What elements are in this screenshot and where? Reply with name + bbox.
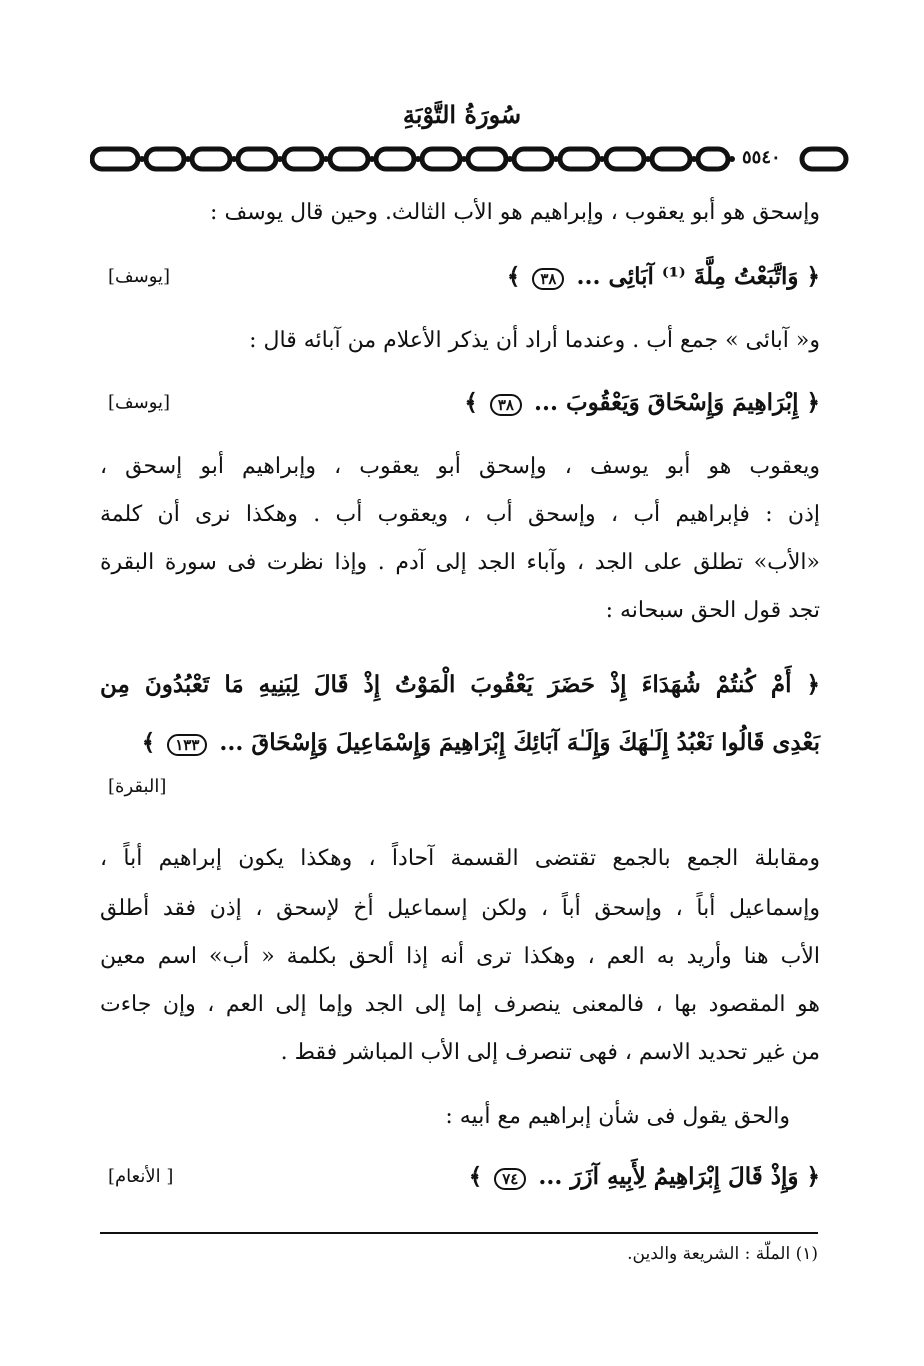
text-line: وإسحق هو أبو يعقوب ، وإبراهيم هو الأب الثالث. وحين قال يوسف : [210, 200, 820, 225]
ayah-number: ٣٨ [490, 394, 522, 416]
paragraph-line: إذن : فإبراهيم أب ، وإسحق أب ، ويعقوب أب . وهكذا نرى أن كلمة [100, 502, 820, 527]
verse-open-bracket: ﴿ [806, 1163, 820, 1190]
verse-reference: [ الأنعام] [108, 1166, 174, 1187]
ayah-number: ٧٤ [494, 1168, 526, 1190]
quran-verse [280, 262, 820, 292]
verse-reference: [البقرة] [108, 776, 167, 797]
ornamental-border [90, 141, 850, 177]
verse-reference: [يوسف] [108, 392, 171, 413]
quran-verse [280, 388, 820, 418]
surah-title: سُورَةُ التَّوْبَةِ [402, 100, 522, 129]
footnote: (١) الملّة : الشريعة والدين. [627, 1244, 818, 1264]
verse-text: وَاتَّبَعْتُ مِلَّةَ ⁽¹⁾ آبَائِى ... [576, 263, 799, 290]
page-number: ٥٥٤٠ [738, 147, 785, 168]
paragraph-line: الأب هنا وأريد به العم ، وهكذا ترى أنه إذا ألحق بكلمة « أب» اسم معين [100, 944, 821, 969]
text-line: والحق يقول فى شأن إبراهيم مع أبيه : [445, 1104, 790, 1129]
paragraph-line: وإسماعيل أباً ، وإسحق أباً ، ولكن إسماعيل أخ لإسحق ، إذن فقد أطلق [100, 896, 820, 921]
verse-close-bracket: ﴾ [141, 729, 156, 756]
verse-open-bracket: ﴿ [806, 671, 820, 698]
paragraph-line: «الأب» تطلق على الجد ، وآباء الجد إلى آدم . وإذا نظرت فى سورة البقرة [100, 550, 820, 575]
verse-text: إِبْرَاهِيمَ وَإِسْحَاقَ وَيَعْقُوبَ ... [533, 389, 799, 416]
paragraph-line: من غير تحديد الاسم ، فهى تنصرف إلى الأب المباشر فقط . [280, 1040, 820, 1065]
verse-text: بَعْدِى قَالُوا نَعْبُدُ إِلَـٰهَكَ وَإِلَـٰهَ آبَائِكَ إِبْرَاهِيمَ وَإِسْمَاعِيلَ وَإِسْحَاقَ ... [219, 729, 820, 756]
verse-text: وَإِذْ قَالَ إِبْرَاهِيمُ لِأَبِيهِ آزَرَ ... [538, 1163, 799, 1190]
quran-verse-line [100, 728, 820, 758]
paragraph-line: تجد قول الحق سبحانه : [605, 598, 820, 623]
text-line: و« آبائى » جمع أب . وعندما أراد أن يذكر الأعلام من آبائه قال : [249, 328, 820, 353]
paragraph-line: ومقابلة الجمع بالجمع تقتضى القسمة آحاداً ، وهكذا يكون إبراهيم أباً ، [100, 846, 820, 871]
verse-close-bracket: ﴾ [468, 1163, 483, 1190]
quran-verse-line [100, 670, 820, 700]
footnote-divider [100, 1232, 818, 1234]
paragraph-line: هو المقصود بها ، فالمعنى ينصرف إما إلى الجد وإما إلى العم ، وإن جاءت [100, 992, 820, 1017]
verse-open-bracket: ﴿ [806, 389, 820, 416]
quran-verse [280, 1162, 820, 1192]
ayah-number: ٣٨ [532, 268, 564, 290]
ayah-number: ١٣٣ [167, 734, 207, 756]
paragraph-line: ويعقوب هو أبو يوسف ، وإسحق أبو يعقوب ، وإبراهيم أبو إسحق ، [100, 454, 820, 479]
verse-open-bracket: ﴿ [806, 263, 820, 290]
verse-close-bracket: ﴾ [506, 263, 521, 290]
verse-close-bracket: ﴾ [464, 389, 478, 416]
verse-reference: [يوسف] [108, 266, 171, 287]
verse-text: أَمْ كُنتُمْ شُهَدَاءَ إِذْ حَضَرَ يَعْقُوبَ الْمَوْتُ إِذْ قَالَ لِبَنِيهِ مَا تَعْبُدُونَ مِن [100, 671, 792, 698]
